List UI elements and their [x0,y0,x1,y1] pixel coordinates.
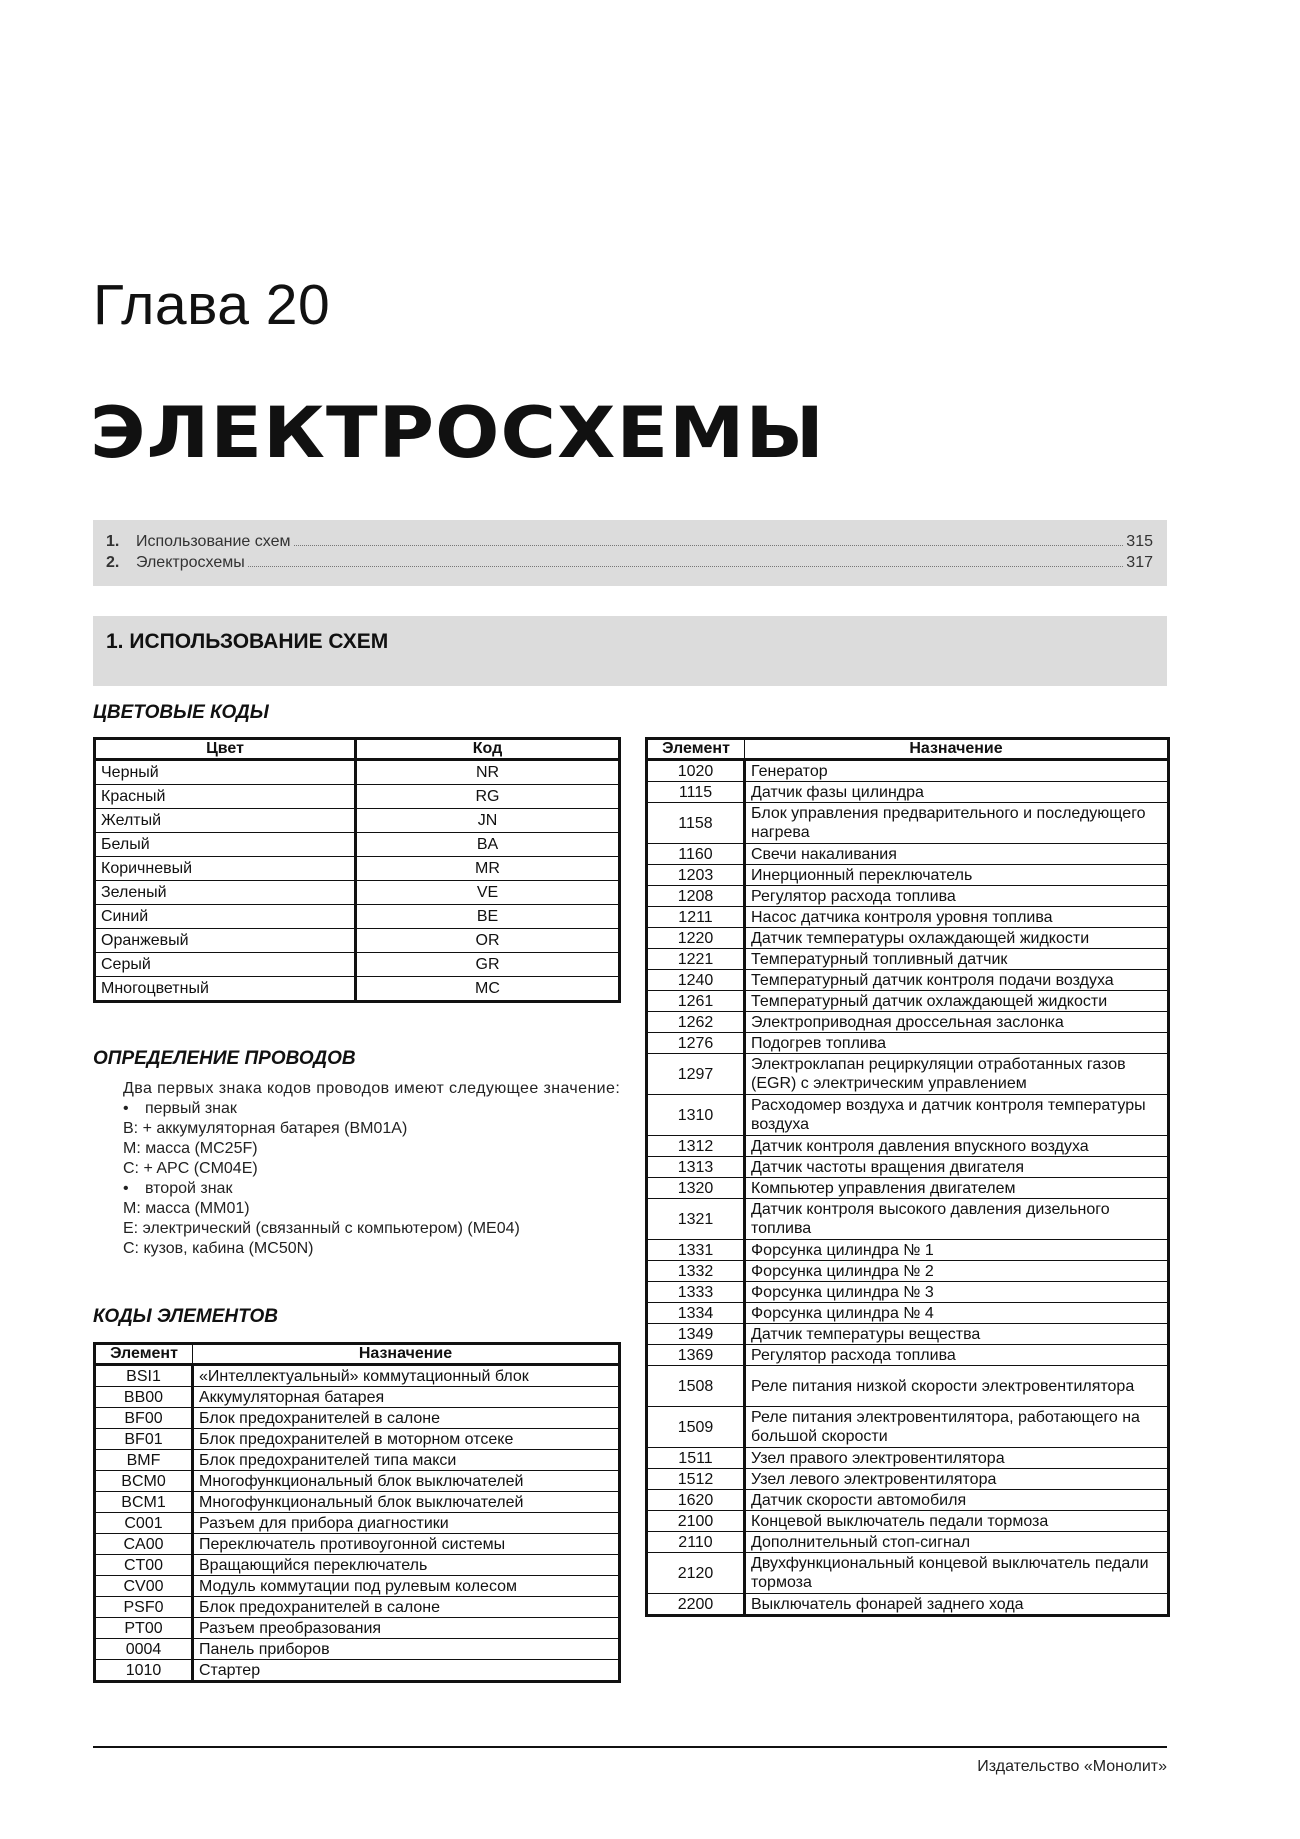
table-cell-key: 1020 [647,760,745,782]
color-codes-heading: ЦВЕТОВЫЕ КОДЫ [93,702,269,723]
column-header-purpose: Назначение [745,739,1169,760]
table-cell-key: 2100 [647,1511,745,1532]
table-cell-value: Блок управления предварительного и последующего нагрева [745,803,1169,844]
table-cell-key: 1331 [647,1240,745,1261]
table-row [95,929,620,953]
table-cell-value: Датчик температуры вещества [745,1324,1169,1345]
column-header-code: Код [356,739,620,760]
toc-item-title: Электросхемы [136,554,245,571]
table-row [95,881,620,905]
table-row [95,785,620,809]
table-cell-value: Температурный датчик охлаждающей жидкости [745,991,1169,1012]
table-cell-value: Многофункциональный блок выключателей [193,1471,620,1492]
table-row [95,1471,620,1492]
column-header-purpose: Назначение [193,1344,620,1365]
table-cell-key: CT00 [95,1555,193,1576]
table-row [647,1490,1169,1511]
table-cell-value: Датчик температуры охлаждающей жидкости [745,928,1169,949]
table-cell-value: Выключатель фонарей заднего хода [745,1594,1169,1616]
publisher-footer: Издательство «Монолит» [977,1758,1167,1775]
table-row [647,1157,1169,1178]
table-cell-value: RG [356,785,620,809]
table-cell-key: Синий [95,905,356,929]
table-cell-key: 2200 [647,1594,745,1616]
table-row [647,1511,1169,1532]
column-header-element: Элемент [647,739,745,760]
table-cell-key: BSI1 [95,1365,193,1387]
table-cell-key: 1313 [647,1157,745,1178]
table-row [647,1095,1169,1136]
table-cell-value: Инерционный переключатель [745,865,1169,886]
table-row [95,1576,620,1597]
table-cell-value: Панель приборов [193,1639,620,1660]
table-cell-value: Аккумуляторная батарея [193,1387,620,1408]
table-cell-key: Оранжевый [95,929,356,953]
table-cell-value: Модуль коммутации под рулевым колесом [193,1576,620,1597]
table-cell-value: Блок предохранителей типа макси [193,1450,620,1471]
table-row [647,865,1169,886]
element-codes-table-right [645,737,1170,1617]
element-codes-table-left [93,1342,621,1683]
table-cell-value: Расходомер воздуха и датчик контроля температуры воздуха [745,1095,1169,1136]
table-row [95,1597,620,1618]
table-row [647,1282,1169,1303]
toc-item-page: 317 [1126,554,1153,571]
wire-code-item: B: + аккумуляторная батарея (BM01A) [123,1120,408,1137]
table-cell-value: Датчик контроля давления впускного воздуха [745,1136,1169,1157]
wire-code-item: M: масса (MM01) [123,1200,250,1217]
wire-code-item: M: масса (MC25F) [123,1140,258,1157]
table-cell-value: Узел правого электровентилятора [745,1448,1169,1469]
table-cell-key: 1220 [647,928,745,949]
table-cell-value: Переключатель противоугонной системы [193,1534,620,1555]
table-row [95,977,620,1002]
table-row [647,1136,1169,1157]
table-row [95,953,620,977]
table-cell-key: 1349 [647,1324,745,1345]
table-cell-value: Датчик скорости автомобиля [745,1490,1169,1511]
table-row [647,1240,1169,1261]
table-row [95,760,620,785]
table-cell-key: 2110 [647,1532,745,1553]
table-row [95,1408,620,1429]
table-cell-value: Форсунка цилиндра № 1 [745,1240,1169,1261]
table-row [647,782,1169,803]
wire-code-item: E: электрический (связанный с компьютером) (ME04) [123,1220,520,1237]
table-cell-value: BE [356,905,620,929]
wire-intro-paragraph: Два первых знака кодов проводов имеют следующее значение: [123,1080,621,1097]
table-row [95,1492,620,1513]
table-row [95,1639,620,1660]
table-cell-key: Многоцветный [95,977,356,1002]
table-row [95,1534,620,1555]
table-row [95,833,620,857]
table-cell-key: 1203 [647,865,745,886]
table-cell-key: 1332 [647,1261,745,1282]
table-header-row [95,739,620,760]
toc-item-title: Использование схем [136,533,291,550]
toc-leader-dots [294,545,1124,546]
table-row [647,1345,1169,1366]
table-cell-key: C001 [95,1513,193,1534]
table-cell-value: Форсунка цилиндра № 2 [745,1261,1169,1282]
table-row [95,1513,620,1534]
table-cell-value: NR [356,760,620,785]
table-cell-key: PT00 [95,1618,193,1639]
table-row [647,1594,1169,1616]
table-cell-value: Форсунка цилиндра № 3 [745,1282,1169,1303]
table-row [647,1178,1169,1199]
toc-item-number: 1. [106,533,120,550]
table-row [647,907,1169,928]
table-row [95,857,620,881]
table-cell-value: Узел левого электровентилятора [745,1469,1169,1490]
color-codes-table [93,737,621,1003]
table-row [647,1366,1169,1407]
table-row [647,970,1169,991]
table-cell-value: Насос датчика контроля уровня топлива [745,907,1169,928]
table-cell-value: Датчик частоты вращения двигателя [745,1157,1169,1178]
table-row [647,1532,1169,1553]
section-heading: 1. ИСПОЛЬЗОВАНИЕ СХЕМ [93,616,1167,686]
table-cell-value: Концевой выключатель педали тормоза [745,1511,1169,1532]
chapter-label: Глава 20 [93,273,331,337]
table-cell-key: 1158 [647,803,745,844]
table-cell-key: 1369 [647,1345,745,1366]
table-row [647,1469,1169,1490]
table-cell-key: 1276 [647,1033,745,1054]
table-cell-value: Компьютер управления двигателем [745,1178,1169,1199]
table-cell-key: 1211 [647,907,745,928]
table-cell-key: Серый [95,953,356,977]
table-row [647,1324,1169,1345]
table-cell-value: Температурный топливный датчик [745,949,1169,970]
table-cell-key: 1261 [647,991,745,1012]
table-cell-value: Генератор [745,760,1169,782]
table-row [95,1429,620,1450]
table-cell-value: Стартер [193,1660,620,1682]
table-cell-value: Дополнительный стоп-сигнал [745,1532,1169,1553]
table-cell-key: 1320 [647,1178,745,1199]
table-cell-key: 1240 [647,970,745,991]
table-row [647,1012,1169,1033]
table-row [95,1618,620,1639]
table-header-row [95,1344,620,1365]
table-row [647,949,1169,970]
table-cell-key: CV00 [95,1576,193,1597]
table-row [647,991,1169,1012]
table-cell-key: 1508 [647,1366,745,1407]
table-cell-value: Регулятор расхода топлива [745,886,1169,907]
toc-item-page: 315 [1126,533,1153,550]
table-cell-value: Разъем для прибора диагностики [193,1513,620,1534]
table-row [647,1199,1169,1240]
table-cell-key: 2120 [647,1553,745,1594]
wire-code-item: C: + APC (CM04E) [123,1160,258,1177]
table-cell-key: Черный [95,760,356,785]
table-cell-key: BF01 [95,1429,193,1450]
table-cell-key: 1509 [647,1407,745,1448]
table-row [647,844,1169,865]
table-cell-value: Многофункциональный блок выключателей [193,1492,620,1513]
table-row [647,928,1169,949]
table-cell-key: 1333 [647,1282,745,1303]
table-cell-key: 1511 [647,1448,745,1469]
wire-definition-text [93,1079,621,1259]
table-cell-value: Разъем преобразования [193,1618,620,1639]
table-cell-key: 1115 [647,782,745,803]
toc-item[interactable] [106,554,1153,575]
table-cell-value: OR [356,929,620,953]
table-cell-value: Двухфункциональный концевой выключатель педали тормоза [745,1553,1169,1594]
table-row [95,1660,620,1682]
element-codes-heading: КОДЫ ЭЛЕМЕНТОВ [93,1306,278,1327]
table-cell-key: 0004 [95,1639,193,1660]
table-cell-value: Температурный датчик контроля подачи воздуха [745,970,1169,991]
table-cell-value: Форсунка цилиндра № 4 [745,1303,1169,1324]
table-cell-key: BCM0 [95,1471,193,1492]
table-row [647,803,1169,844]
table-row [95,1365,620,1387]
table-row [647,1303,1169,1324]
table-cell-value: GR [356,953,620,977]
table-cell-value: VE [356,881,620,905]
table-cell-key: 1160 [647,844,745,865]
table-row [647,1553,1169,1594]
table-cell-key: CA00 [95,1534,193,1555]
table-cell-value: Подогрев топлива [745,1033,1169,1054]
table-row [647,1448,1169,1469]
table-row [647,760,1169,782]
table-cell-key: 1208 [647,886,745,907]
page-title: ЭЛЕКТРОСХЕМЫ [90,392,825,474]
table-cell-value: Датчик контроля высокого давления дизельного топлива [745,1199,1169,1240]
first-sign-bullet: • первый знак [123,1099,621,1119]
table-cell-key: Коричневый [95,857,356,881]
table-cell-key: BB00 [95,1387,193,1408]
table-row [647,886,1169,907]
table-cell-key: 1321 [647,1199,745,1240]
table-cell-key: 1620 [647,1490,745,1511]
table-row [95,1387,620,1408]
table-cell-key: Красный [95,785,356,809]
table-row [95,1555,620,1576]
table-cell-value: Регулятор расхода топлива [745,1345,1169,1366]
table-cell-key: Белый [95,833,356,857]
table-cell-key: BCM1 [95,1492,193,1513]
table-cell-key: 1310 [647,1095,745,1136]
table-cell-value: Датчик фазы цилиндра [745,782,1169,803]
table-cell-value: MC [356,977,620,1002]
footer-divider [93,1746,1167,1748]
table-cell-key: 1312 [647,1136,745,1157]
table-cell-key: PSF0 [95,1597,193,1618]
column-header-element: Элемент [95,1344,193,1365]
table-row [647,1033,1169,1054]
table-cell-value: BA [356,833,620,857]
column-header-color: Цвет [95,739,356,760]
toc-item[interactable] [106,533,1153,554]
table-cell-value: Блок предохранителей в моторном отсеке [193,1429,620,1450]
wire-code-item: C: кузов, кабина (MC50N) [123,1240,314,1257]
second-sign-bullet: • второй знак [123,1179,621,1199]
toc-leader-dots [248,566,1124,567]
wire-definition-heading: ОПРЕДЕЛЕНИЕ ПРОВОДОВ [93,1048,356,1069]
table-cell-value: JN [356,809,620,833]
table-cell-key: 1334 [647,1303,745,1324]
table-row [95,1450,620,1471]
table-cell-key: Желтый [95,809,356,833]
table-cell-value: Электроклапан рециркуляции отработанных газов (EGR) с электрическим управлением [745,1054,1169,1095]
table-row [647,1261,1169,1282]
table-cell-value: Свечи накаливания [745,844,1169,865]
table-row [647,1054,1169,1095]
table-row [95,809,620,833]
table-cell-key: BMF [95,1450,193,1471]
table-of-contents [93,520,1167,586]
table-cell-key: 1221 [647,949,745,970]
table-cell-key: 1262 [647,1012,745,1033]
table-cell-value: Реле питания низкой скорости электровентилятора [745,1366,1169,1407]
table-cell-value: Вращающийся переключатель [193,1555,620,1576]
table-row [647,1407,1169,1448]
table-cell-value: Блок предохранителей в салоне [193,1408,620,1429]
table-cell-key: BF00 [95,1408,193,1429]
table-row [95,905,620,929]
table-cell-value: Реле питания электровентилятора, работающего на большой скорости [745,1407,1169,1448]
table-cell-key: Зеленый [95,881,356,905]
table-cell-value: MR [356,857,620,881]
table-cell-key: 1297 [647,1054,745,1095]
table-header-row [647,739,1169,760]
table-cell-value: «Интеллектуальный» коммутационный блок [193,1365,620,1387]
table-cell-value: Блок предохранителей в салоне [193,1597,620,1618]
table-cell-key: 1010 [95,1660,193,1682]
table-cell-value: Электроприводная дроссельная заслонка [745,1012,1169,1033]
table-cell-key: 1512 [647,1469,745,1490]
toc-item-number: 2. [106,554,120,571]
